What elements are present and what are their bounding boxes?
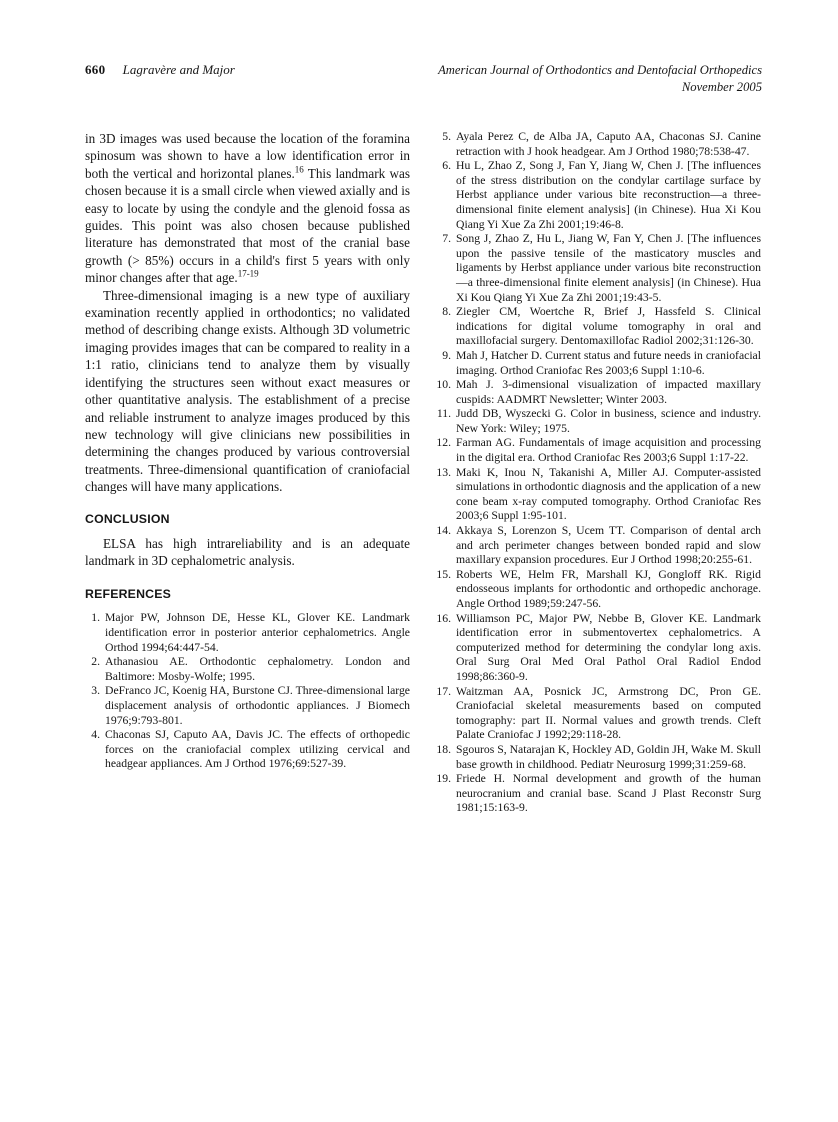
reference-text: Ziegler CM, Woertche R, Brief J, Hassfeld S. Clinical indications for digital volume tomography in oral and maxillofacial surgery. Dentomaxillofac Radiol 2002;31:126-30. (456, 305, 761, 348)
reference-number: 5. (442, 130, 451, 143)
reference-text: Hu L, Zhao Z, Song J, Fan Y, Jiang W, Chen J. [The influences of the stress distribution on the condylar cartilage surface by Herbst appliance under various bite reconstruction—a three-dimensional finite element analysis] (in Chinese). Hua Xi Kou Qiang Yi Xue Za Zhi 2001;19:46-8. (456, 159, 761, 231)
reference-item (85, 684, 410, 728)
reference-number: 14. (436, 524, 451, 538)
reference-number: 15. (436, 567, 451, 581)
paragraph-text: This landmark was chosen because it is a small circle when viewed axially and is easy to locate by using the condyle and the glenoid fossa as guides. This point was also chosen because published literature has demonstrated that most of the cranial base growth (> 85%) occurs in a child's first 5 years with only minor changes after that age. (85, 165, 410, 286)
reference-number: 4. (91, 728, 100, 742)
reference-number: 7. (442, 232, 451, 246)
reference-text: Sgouros S, Natarajan K, Hockley AD, Goldin JH, Wake M. Skull base growth in childhood. Pediatr Neurosurg 1999;31:259-68. (456, 742, 761, 771)
reference-number: 13. (436, 465, 451, 479)
reference-item (85, 655, 410, 684)
right-column (436, 130, 761, 816)
reference-list-left (85, 611, 410, 772)
reference-number: 16. (436, 611, 451, 625)
reference-number: 19. (436, 772, 451, 786)
reference-text: Mah J, Hatcher D. Current status and future needs in craniofacial imaging. Orthod Craniofac Res 2003;6 Suppl 1:10-6. (456, 348, 761, 377)
reference-number: 12. (436, 436, 451, 450)
reference-text: Ayala Perez C, de Alba JA, Caputo AA, Chaconas SJ. Canine retraction with J hook headgear. Am J Orthod 1980;78:538-47. (456, 130, 761, 158)
reference-item (436, 407, 761, 436)
reference-number: 8. (442, 305, 451, 319)
reference-text: Williamson PC, Major PW, Nebbe B, Glover KE. Landmark identification error in submentovertex cephalometrics. A computerized method for determining the condylar long axis. Oral Surg Oral Med Oral Pathol Oral Radiol Endod 1998;86:360-9. (456, 611, 761, 683)
reference-number: 18. (436, 742, 451, 756)
reference-text: Song J, Zhao Z, Hu L, Jiang W, Fan Y, Chen J. [The influences upon the passive tensile of the masticatory muscles and ligaments by Herbst appliance under various bite reconstruction—a three-dimensional finite element analysis] (in Chinese). Hua Xi Kou Qiang Yi Xue Za Zhi 2001;19:43-5. (456, 232, 761, 304)
reference-item (436, 378, 761, 407)
reference-item (436, 772, 761, 816)
reference-text: DeFranco JC, Koenig HA, Burstone CJ. Three-dimensional large displacement analysis of orthodontic appliances. J Biomech 1976;9:793-801. (105, 684, 410, 727)
references-heading: REFERENCES (85, 587, 172, 602)
reference-text: Athanasiou AE. Orthodontic cephalometry. London and Baltimore: Mosby-Wolfe; 1995. (105, 655, 410, 683)
reference-item (436, 568, 761, 612)
reference-item (436, 436, 761, 465)
reference-number: 6. (442, 159, 451, 173)
body-paragraph: Three-dimensional imaging is a new type of auxiliary examination recently applied in orthodontics; no validated method of describing change exists. Although 3D volumetric imaging provides images that can be compared to reality in a 1:1 ratio, clinicians tend to analyze them by visually identifying the structures seen without exact measures or other quantitative analysis. The establishment of a precise and reliable instrument to analyze images produced by this new technology will give clinicians new possibilities in determining the changes produced by various controversial treatments. Three-dimensional quantification of craniofacial changes will have many applications. (85, 287, 410, 495)
running-header-right (438, 62, 762, 96)
reference-text: Farman AG. Fundamentals of image acquisition and processing in the digital era. Orthod Craniofac Res 2003;6 Suppl 1:17-22. (456, 436, 761, 465)
reference-item (436, 612, 761, 685)
page-number: 660 (85, 62, 106, 77)
reference-text: Roberts WE, Helm FR, Marshall KJ, Gongloff RK. Rigid endosseous implants for orthodontic and orthopedic anchorage. Angle Orthod 1989;59:247-56. (456, 567, 761, 610)
reference-text: Chaconas SJ, Caputo AA, Davis JC. The effects of orthopedic forces on the craniofacial complex utilizing cervical and headgear appliances. Am J Orthod 1976;69:527-39. (105, 728, 410, 771)
reference-number: 11. (436, 407, 451, 421)
reference-item (436, 130, 761, 159)
conclusion-heading: CONCLUSION (85, 511, 170, 526)
left-column (85, 130, 410, 816)
running-header-left (85, 62, 235, 78)
issue-date: November 2005 (681, 80, 762, 94)
journal-title: American Journal of Orthodontics and Dentofacial Orthopedics (438, 63, 762, 77)
reference-number: 17. (436, 684, 451, 698)
reference-item (436, 524, 761, 568)
reference-list-right (436, 130, 761, 816)
reference-text: Waitzman AA, Posnick JC, Armstrong DC, Pron GE. Craniofacial skeletal measurements based on computed tomography: part II. Normal values and growth trends. Cleft Palate Craniofac J 1992;29:118-28. (456, 684, 761, 742)
reference-number: 1. (91, 611, 100, 625)
reference-item (436, 159, 761, 232)
reference-item (436, 305, 761, 349)
reference-text: Mah J. 3-dimensional visualization of impacted maxillary cuspids: AADMRT Newsletter; Winter 2003. (456, 378, 761, 406)
reference-text: Akkaya S, Lorenzon S, Ucem TT. Comparison of dental arch and arch perimeter changes between bonded rapid and slow maxillary expansion procedures. Eur J Orthod 1998;20:255-61. (456, 524, 761, 567)
reference-number: 3. (91, 684, 100, 698)
reference-text: Judd DB, Wyszecki G. Color in business, science and industry. New York: Wiley; 1975. (456, 407, 761, 435)
reference-item (436, 685, 761, 743)
reference-item (85, 611, 410, 655)
body-paragraph-continued (85, 130, 410, 287)
reference-text: Maki K, Inou N, Takanishi A, Miller AJ. Computer-assisted simulations in orthodontic diagnosis and the application of a new cone beam x-ray computed tomography. Orthod Craniofac Res 2003;6 Suppl 1:95-101. (456, 465, 761, 523)
conclusion-paragraph: ELSA has high intrareliability and is an adequate landmark in 3D cephalometric analysis. (85, 535, 410, 568)
reference-item (436, 232, 761, 305)
reference-item (436, 466, 761, 524)
reference-item (436, 743, 761, 772)
reference-item (436, 349, 761, 378)
reference-number: 10. (436, 378, 451, 392)
reference-number: 2. (91, 655, 100, 669)
reference-text: Major PW, Johnson DE, Hesse KL, Glover KE. Landmark identification error in posterior anterior cephalometrics. Angle Orthod 1994;64:447-54. (105, 611, 410, 654)
reference-item (85, 728, 410, 772)
citation-superscript: 16 (294, 164, 304, 175)
paragraph-text: in 3D images was used because the location of the foramina spinosum was shown to have a low identification error in both the vertical and horizontal planes. (85, 131, 410, 181)
reference-text: Friede H. Normal development and growth of the human neurocranium and cranial base. Scand J Plast Reconstr Surg 1981;15:163-9. (456, 772, 761, 815)
citation-superscript: 17-19 (237, 268, 259, 279)
reference-number: 9. (442, 348, 451, 362)
two-column-body (85, 130, 762, 816)
running-header (85, 62, 762, 96)
running-authors: Lagravère and Major (122, 62, 235, 77)
